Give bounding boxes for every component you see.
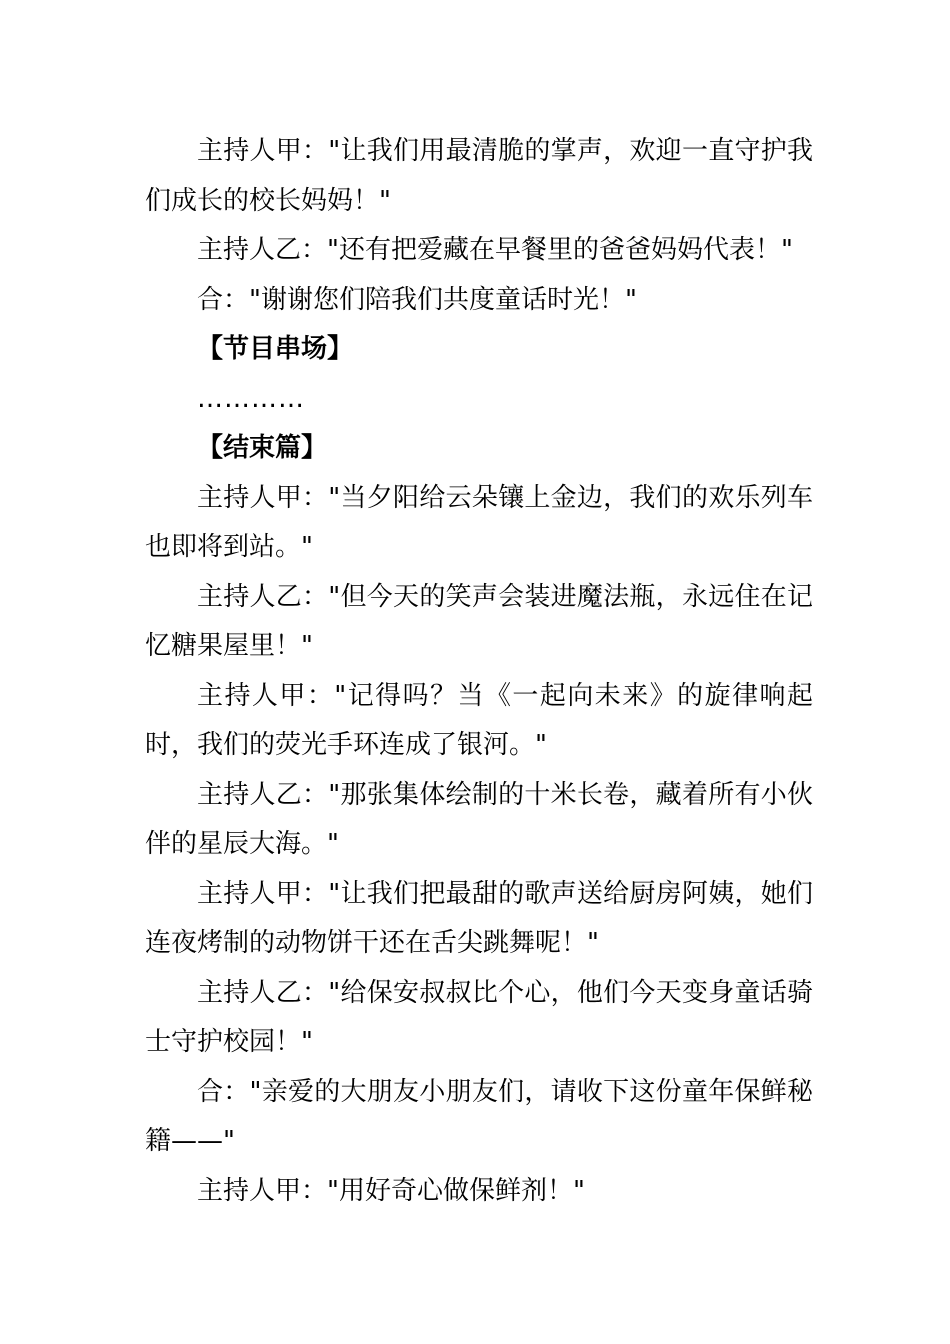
ellipsis-line: ………… <box>197 383 305 414</box>
dialogue-line: 主持人甲："当夕阳给云朵镶上金边，我们的欢乐列车也即将到站。" <box>145 482 813 562</box>
dialogue-line: 主持人乙："给保安叔叔比个心，他们今天变身童话骑士守护校园！" <box>145 977 813 1057</box>
dialogue-line: 主持人乙："但今天的笑声会装进魔法瓶，永远住在记忆糖果屋里！" <box>145 581 813 661</box>
section-heading: 【结束篇】 <box>197 433 328 463</box>
dialogue-line: 主持人甲："用好奇心做保鲜剂！" <box>197 1175 585 1206</box>
dialogue-line: 主持人乙："还有把爱藏在早餐里的爸爸妈妈代表！" <box>197 235 793 265</box>
document-page <box>145 127 813 1216</box>
dialogue-line: 主持人乙："那张集体绘制的十米长卷，藏着所有小伙伴的星辰大海。" <box>145 779 813 859</box>
dialogue-line: 主持人甲："让我们把最甜的歌声送给厨房阿姨，她们连夜烤制的动物饼干还在舌尖跳舞呢！" <box>145 878 813 958</box>
dialogue-line: 合："亲爱的大朋友小朋友们，请收下这份童年保鲜秘籍——" <box>145 1076 813 1156</box>
dialogue-line: 合："谢谢您们陪我们共度童话时光！" <box>197 284 637 315</box>
section-heading: 【节目串场】 <box>197 334 354 364</box>
dialogue-line: 主持人甲："让我们用最清脆的掌声，欢迎一直守护我们成长的校长妈妈！" <box>145 136 813 216</box>
dialogue-line: 主持人甲："记得吗？当《一起向未来》的旋律响起时，我们的荧光手环连成了银河。" <box>145 680 813 760</box>
